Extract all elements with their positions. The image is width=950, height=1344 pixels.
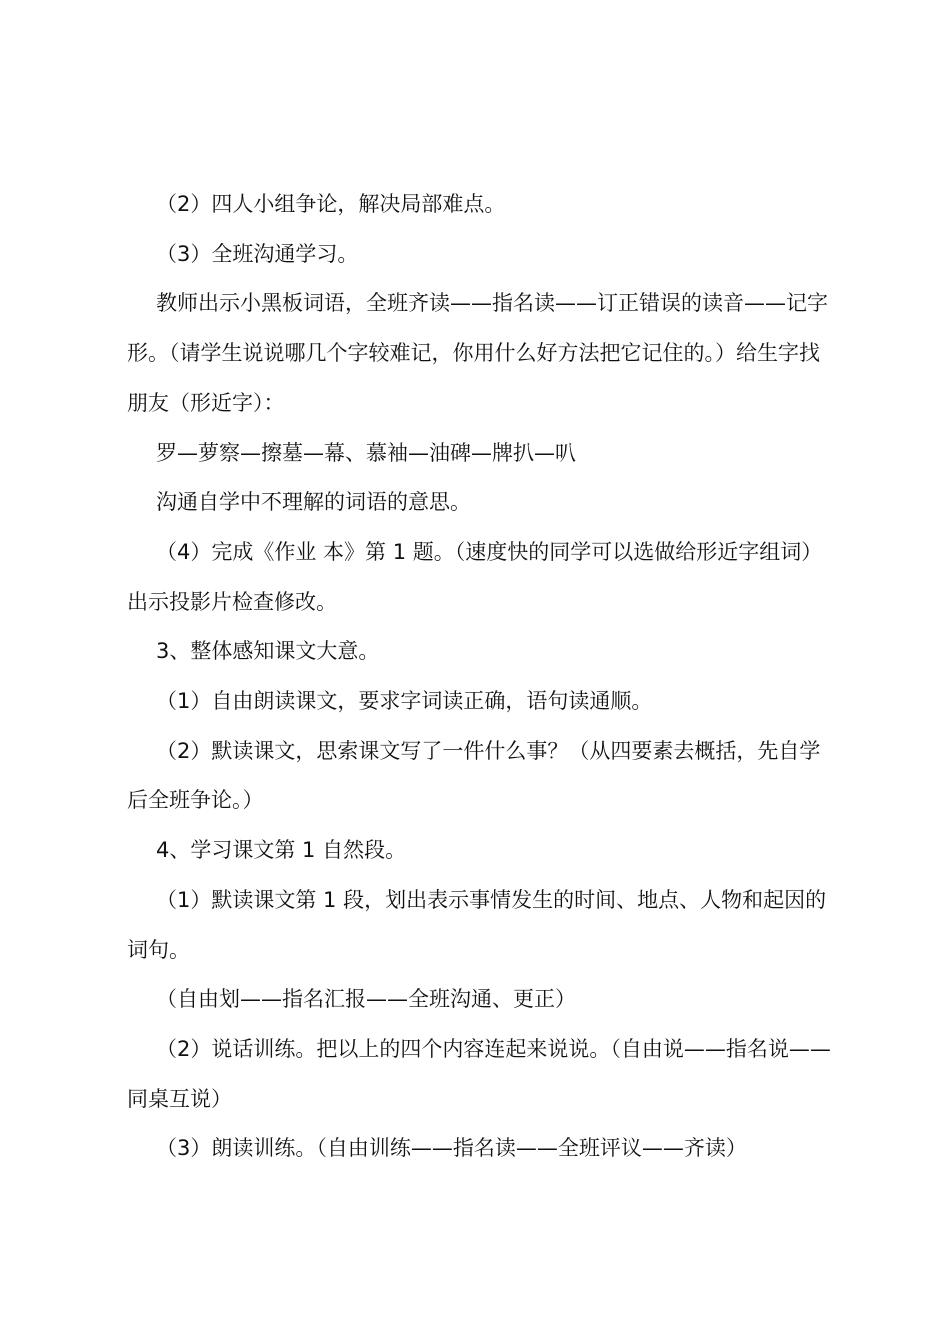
paragraph-overall-perception: 3、整体感知课文大意。 [156, 639, 380, 664]
paragraph-blackboard-words: 教师出示小黑板词语，全班齐读——指名读——订正错误的读音——记字形。（请学生说说哪几个字较难记，你用什么好方法把它记住的。）给生字找朋友（形近字）： [127, 291, 828, 415]
paragraph-reading-training: （3）朗读训练。（自由训练——指名读——全班评议——齐读） [156, 1136, 747, 1161]
paragraph-group-discussion: （2）四人小组争论，解决局部难点。 [156, 192, 506, 216]
paragraph-silent-reading: （2）默读课文，思索课文写了一件什么事？（从四要素去概括，先自学后全班争论。） [127, 738, 821, 813]
document-body [127, 180, 833, 1174]
paragraph-class-exchange: （3）全班沟通学习。 [156, 241, 359, 266]
paragraph-free-reading: （1）自由朗读课文，要求字词读正确，语句读通顺。 [156, 689, 653, 714]
paragraph-workbook: （4）完成《作业 本》第 1 题。（速度快的同学可以选做给形近字组词）出示投影片检查修改。 [127, 539, 823, 614]
paragraph-mark-phrases: （1）默读课文第 1 段，划出表示事情发生的时间、地点、人物和起因的词句。 [127, 887, 827, 962]
paragraph-mark-process: （自由划——指名汇报——全班沟通、更正） [156, 987, 576, 1012]
paragraph-word-meanings: 沟通自学中不理解的词语的意思。 [156, 490, 471, 515]
paragraph-study-section-one: 4、学习课文第 1 自然段。 [156, 838, 407, 863]
paragraph-similar-characters: 罗—萝察—擦墓—幕、慕袖—油碑—牌扒—叭 [156, 440, 576, 465]
paragraph-speaking-training: （2）说话训练。把以上的四个内容连起来说说。（自由说——指名说——同桌互说） [127, 1036, 831, 1111]
